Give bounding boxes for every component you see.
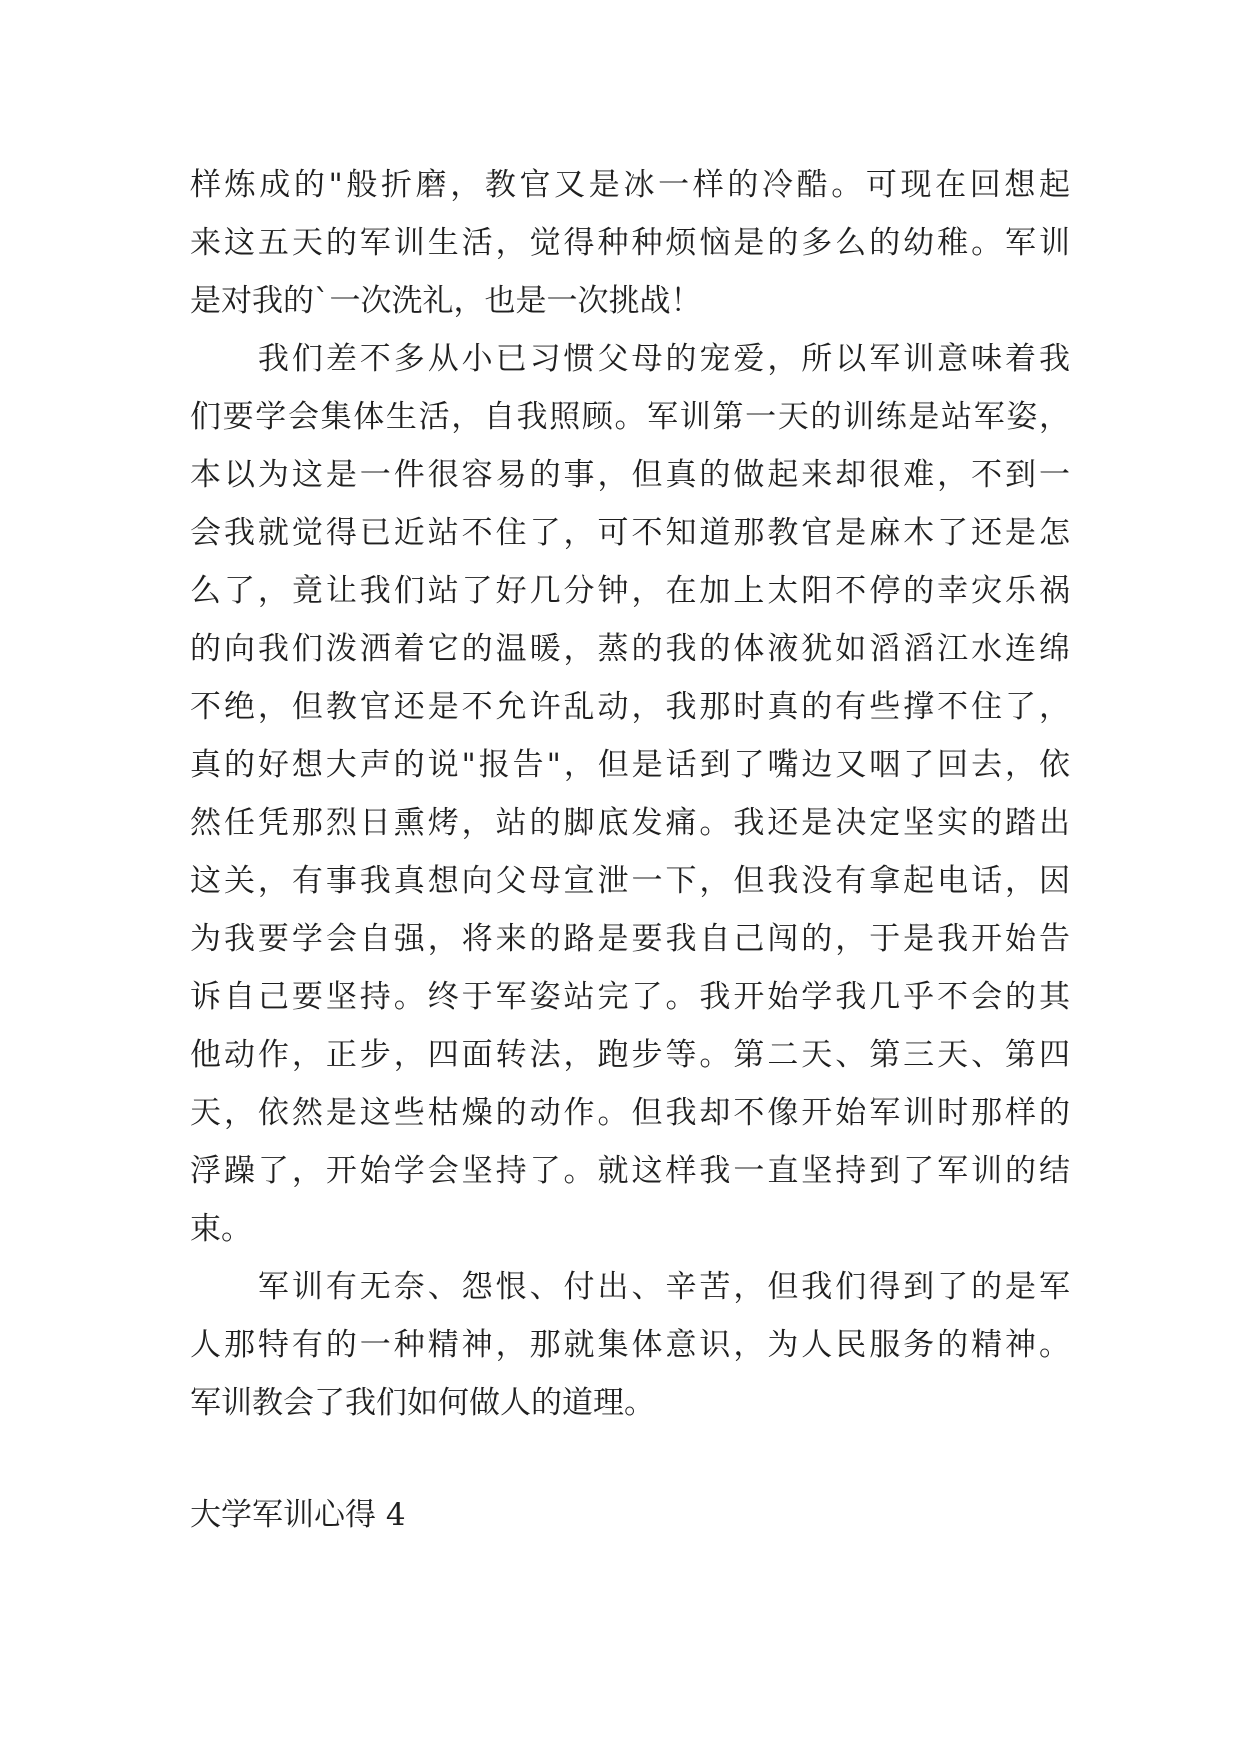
paragraph-2-line-7: 不绝，但教官还是不允许乱动，我那时真的有些撑不住了， — [190, 689, 1070, 725]
paragraph-3-line-1: 军训有无奈、怨恨、付出、辛苦，但我们得到了的是军 — [190, 1269, 1070, 1305]
paragraph-1-line-1: 样炼成的"般折磨，教官又是冰一样的冷酷。可现在回想起 — [190, 167, 1070, 203]
paragraph-2-line-4: 会我就觉得已近站不住了，可不知道那教官是麻木了还是怎 — [190, 515, 1070, 551]
paragraph-1-line-2: 来这五天的军训生活，觉得种种烦恼是的多么的幼稚。军训 — [190, 225, 1070, 261]
paragraph-2-line-11: 为我要学会自强，将来的路是要我自己闯的，于是我开始告 — [190, 921, 1070, 957]
section-heading: 大学军训心得 4 — [190, 1497, 406, 1533]
paragraph-2-line-12: 诉自己要坚持。终于军姿站完了。我开始学我几乎不会的其 — [190, 979, 1070, 1015]
paragraph-2-line-16: 束。 — [190, 1211, 252, 1247]
paragraph-1-line-3: 是对我的`一次洗礼，也是一次挑战！ — [190, 283, 702, 319]
paragraph-2-line-14: 天，依然是这些枯燥的动作。但我却不像开始军训时那样的 — [190, 1095, 1070, 1131]
paragraph-3-line-3: 军训教会了我们如何做人的道理。 — [190, 1385, 655, 1421]
paragraph-2-line-6: 的向我们泼洒着它的温暖，蒸的我的体液犹如滔滔江水连绵 — [190, 631, 1070, 667]
paragraph-2-line-5: 么了，竟让我们站了好几分钟，在加上太阳不停的幸灾乐祸 — [190, 573, 1070, 609]
paragraph-2-line-1: 我们差不多从小已习惯父母的宠爱，所以军训意味着我 — [190, 341, 1070, 377]
paragraph-2-line-10: 这关，有事我真想向父母宣泄一下，但我没有拿起电话，因 — [190, 863, 1070, 899]
paragraph-2-line-3: 本以为这是一件很容易的事，但真的做起来却很难，不到一 — [190, 457, 1070, 493]
paragraph-2-line-8: 真的好想大声的说"报告"，但是话到了嘴边又咽了回去，依 — [190, 747, 1070, 783]
paragraph-3-line-2: 人那特有的一种精神，那就集体意识，为人民服务的精神。 — [190, 1327, 1070, 1363]
paragraph-2-line-13: 他动作，正步，四面转法，跑步等。第二天、第三天、第四 — [190, 1037, 1070, 1073]
paragraph-2-line-15: 浮躁了，开始学会坚持了。就这样我一直坚持到了军训的结 — [190, 1153, 1070, 1189]
paragraph-2-line-9: 然任凭那烈日熏烤，站的脚底发痛。我还是决定坚实的踏出 — [190, 805, 1070, 841]
paragraph-2-line-2: 们要学会集体生活，自我照顾。军训第一天的训练是站军姿， — [190, 399, 1070, 435]
